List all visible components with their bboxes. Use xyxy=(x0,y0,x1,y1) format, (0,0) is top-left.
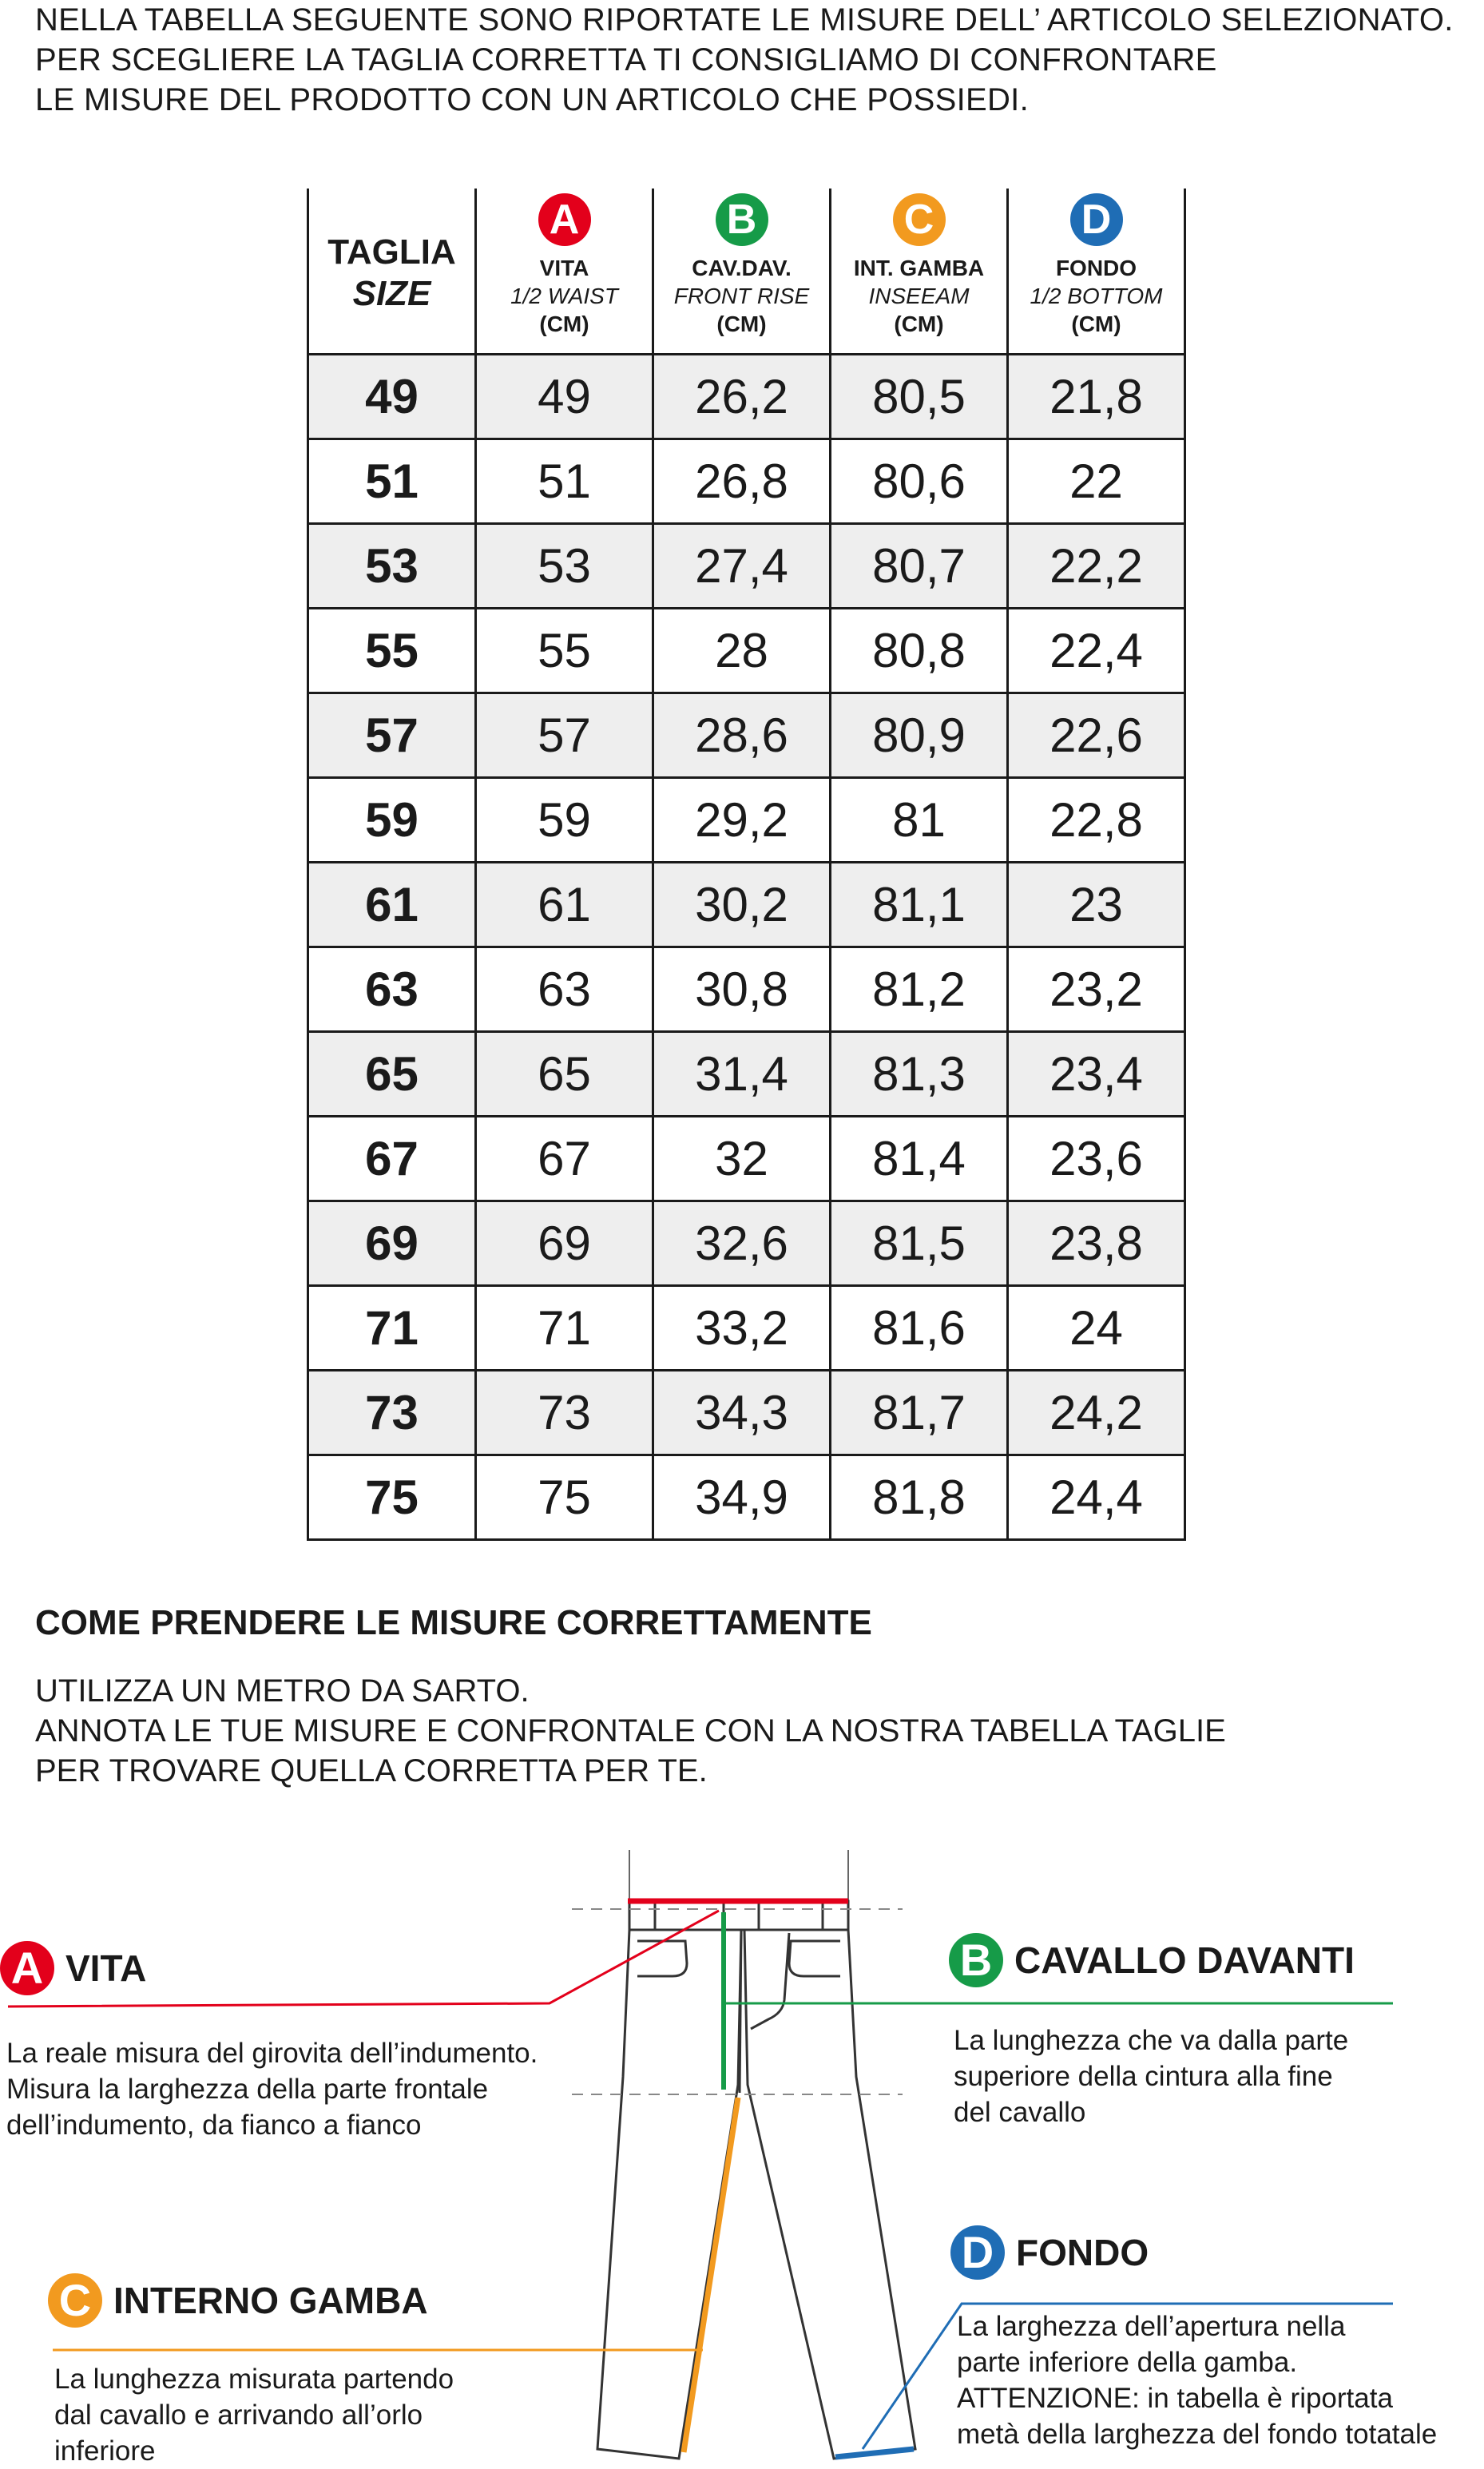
letter-badge-b: B xyxy=(949,1933,1003,1987)
measure-cell: 80,5 xyxy=(831,355,1008,439)
callout-line: parte inferiore della gamba. xyxy=(957,2347,1298,2378)
measure-cell: 57 xyxy=(476,693,653,778)
measure-cell: 73 xyxy=(476,1371,653,1455)
measure-cell: 23 xyxy=(1008,863,1185,947)
measure-cell: 81,4 xyxy=(831,1117,1008,1201)
callout-title: INTERNO GAMBA xyxy=(113,2280,428,2321)
measure-cell: 63 xyxy=(476,947,653,1032)
callout-vita xyxy=(0,1941,538,2143)
measure-cell: 81,8 xyxy=(831,1455,1008,1540)
callout-line: superiore della cintura alla fine xyxy=(954,2061,1333,2092)
measure-cell: 24 xyxy=(1008,1286,1185,1371)
measure-cell: 34,9 xyxy=(653,1455,831,1540)
instruction-line: UTILIZZA UN METRO DA SARTO. xyxy=(35,1673,530,1709)
table-row xyxy=(308,1286,1185,1371)
size-cell: 63 xyxy=(308,947,476,1032)
instruction-line: PER TROVARE QUELLA CORRETTA PER TE. xyxy=(35,1753,708,1788)
measure-cell: 23,6 xyxy=(1008,1117,1185,1201)
column-unit: (CM) xyxy=(539,312,589,336)
callout-body xyxy=(954,2022,1355,2130)
table-row xyxy=(308,524,1185,609)
table-header-row xyxy=(308,189,1185,355)
callout-line: ATTENZIONE: in tabella è riportata xyxy=(957,2383,1393,2414)
instructions xyxy=(35,1671,1226,1791)
callout-line: inferiore xyxy=(54,2435,156,2467)
measure-cell: 22,4 xyxy=(1008,609,1185,693)
measure-cell: 28 xyxy=(653,609,831,693)
measure-cell: 81,2 xyxy=(831,947,1008,1032)
measure-cell: 80,7 xyxy=(831,524,1008,609)
table-row xyxy=(308,439,1185,524)
measure-cell: 81 xyxy=(831,778,1008,863)
size-header-label: TAGLIA xyxy=(327,232,456,272)
measure-cell: 21,8 xyxy=(1008,355,1185,439)
callout-line: metà della larghezza del fondo totatale xyxy=(957,2419,1438,2450)
measure-cell: 22,2 xyxy=(1008,524,1185,609)
letter-badge-c: C xyxy=(48,2273,102,2328)
measure-cell: 26,8 xyxy=(653,439,831,524)
measure-cell: 81,1 xyxy=(831,863,1008,947)
column-unit: (CM) xyxy=(1071,312,1121,336)
measure-cell: 81,5 xyxy=(831,1201,1008,1286)
measure-cell: 29,2 xyxy=(653,778,831,863)
size-cell: 61 xyxy=(308,863,476,947)
measure-cell: 65 xyxy=(476,1032,653,1117)
callout-title: VITA xyxy=(65,1947,147,1989)
measure-cell: 27,4 xyxy=(653,524,831,609)
measure-cell: 30,2 xyxy=(653,863,831,947)
measure-cell: 53 xyxy=(476,524,653,609)
measure-cell: 31,4 xyxy=(653,1032,831,1117)
letter-badge-a: A xyxy=(0,1941,54,1995)
size-table xyxy=(307,189,1186,1541)
table-row xyxy=(308,778,1185,863)
letter-badge-d: D xyxy=(950,2225,1005,2280)
table-row xyxy=(308,609,1185,693)
measure-cell: 23,4 xyxy=(1008,1032,1185,1117)
measure-cell: 71 xyxy=(476,1286,653,1371)
measure-cell: 59 xyxy=(476,778,653,863)
size-cell: 75 xyxy=(308,1455,476,1540)
size-column-header xyxy=(308,189,476,355)
column-header-interno-gamba xyxy=(831,189,1008,355)
size-cell: 57 xyxy=(308,693,476,778)
measure-cell: 33,2 xyxy=(653,1286,831,1371)
size-cell: 59 xyxy=(308,778,476,863)
measure-cell: 80,8 xyxy=(831,609,1008,693)
size-cell: 49 xyxy=(308,355,476,439)
column-label: CAV.DAV. xyxy=(692,256,792,280)
table-row xyxy=(308,947,1185,1032)
measure-cell: 75 xyxy=(476,1455,653,1540)
measure-cell: 80,9 xyxy=(831,693,1008,778)
measure-cell: 32 xyxy=(653,1117,831,1201)
size-cell: 69 xyxy=(308,1201,476,1286)
callout-line: Misura la larghezza della parte frontale xyxy=(6,2074,489,2105)
size-header-label-en: SIZE xyxy=(352,274,431,313)
column-header-cavallo xyxy=(653,189,831,355)
letter-badge-d: D xyxy=(1070,193,1123,246)
column-label-en: 1/2 BOTTOM xyxy=(1030,284,1163,308)
measure-cell: 34,3 xyxy=(653,1371,831,1455)
callout-line: La larghezza dell’apertura nella xyxy=(957,2311,1346,2342)
callout-body xyxy=(957,2308,1437,2452)
callout-body xyxy=(6,2035,538,2143)
column-unit: (CM) xyxy=(894,312,944,336)
size-cell: 55 xyxy=(308,609,476,693)
callout-line: La lunghezza misurata partendo xyxy=(54,2364,454,2395)
table-row xyxy=(308,1371,1185,1455)
callout-line: dell’indumento, da fianco a fianco xyxy=(6,2110,422,2141)
size-cell: 65 xyxy=(308,1032,476,1117)
intro-text xyxy=(35,0,1454,120)
intro-line: NELLA TABELLA SEGUENTE SONO RIPORTATE LE MISURE DELL’ ARTICOLO SELEZIONATO. xyxy=(35,2,1454,38)
instruction-line: ANNOTA LE TUE MISURE E CONFRONTALE CON LA NOSTRA TABELLA TAGLIE xyxy=(35,1713,1226,1749)
measure-cell: 69 xyxy=(476,1201,653,1286)
measure-cell: 22,8 xyxy=(1008,778,1185,863)
column-header-vita xyxy=(476,189,653,355)
measure-cell: 23,8 xyxy=(1008,1201,1185,1286)
callout-line: La reale misura del girovita dell’indumento. xyxy=(6,2038,538,2069)
table-row xyxy=(308,1032,1185,1117)
measure-cell: 24,4 xyxy=(1008,1455,1185,1540)
measure-cell: 22,6 xyxy=(1008,693,1185,778)
section-title: COME PRENDERE LE MISURE CORRETTAMENTE xyxy=(35,1603,872,1642)
size-cell: 67 xyxy=(308,1117,476,1201)
callout-line: La lunghezza che va dalla parte xyxy=(954,2025,1349,2056)
measure-cell: 81,6 xyxy=(831,1286,1008,1371)
column-label: FONDO xyxy=(1055,256,1137,280)
table-row xyxy=(308,863,1185,947)
measure-cell: 30,8 xyxy=(653,947,831,1032)
measure-cell: 55 xyxy=(476,609,653,693)
callout-fondo xyxy=(950,2225,1437,2452)
measure-cell: 26,2 xyxy=(653,355,831,439)
callout-line: dal cavallo e arrivando all’orlo xyxy=(54,2400,423,2431)
size-cell: 71 xyxy=(308,1286,476,1371)
column-label: VITA xyxy=(539,256,589,280)
size-cell: 53 xyxy=(308,524,476,609)
column-header-fondo xyxy=(1008,189,1185,355)
table-row xyxy=(308,693,1185,778)
column-label-en: FRONT RISE xyxy=(673,284,810,308)
callout-cavallo-davanti xyxy=(949,1933,1355,2130)
size-cell: 51 xyxy=(308,439,476,524)
measure-cell: 80,6 xyxy=(831,439,1008,524)
size-cell: 73 xyxy=(308,1371,476,1455)
trousers-outline-icon xyxy=(597,1850,915,2459)
measure-cell: 61 xyxy=(476,863,653,947)
measure-cell: 32,6 xyxy=(653,1201,831,1286)
callout-title: FONDO xyxy=(1016,2232,1149,2273)
measure-cell: 22 xyxy=(1008,439,1185,524)
table-row xyxy=(308,1117,1185,1201)
size-table-body xyxy=(308,355,1185,1540)
column-label-en: 1/2 WAIST xyxy=(510,284,618,308)
callout-line: del cavallo xyxy=(954,2097,1086,2128)
measure-cell: 28,6 xyxy=(653,693,831,778)
callout-title: CAVALLO DAVANTI xyxy=(1014,1939,1355,1981)
letter-badge-b: B xyxy=(716,193,768,246)
letter-badge-a: A xyxy=(538,193,591,246)
table-row xyxy=(308,355,1185,439)
callout-body xyxy=(54,2361,454,2469)
measure-cell: 81,3 xyxy=(831,1032,1008,1117)
intro-line: LE MISURE DEL PRODOTTO CON UN ARTICOLO CHE POSSIEDI. xyxy=(35,82,1029,117)
letter-badge-c: C xyxy=(893,193,946,246)
intro-line: PER SCEGLIERE LA TAGLIA CORRETTA TI CONSIGLIAMO DI CONFRONTARE xyxy=(35,42,1217,77)
measure-cell: 51 xyxy=(476,439,653,524)
column-unit: (CM) xyxy=(716,312,767,336)
measure-cell: 67 xyxy=(476,1117,653,1201)
measure-cell: 24,2 xyxy=(1008,1371,1185,1455)
column-label: INT. GAMBA xyxy=(853,256,985,280)
table-row xyxy=(308,1455,1185,1540)
table-row xyxy=(308,1201,1185,1286)
callout-interno-gamba xyxy=(48,2273,454,2469)
column-label-en: INSEEAM xyxy=(868,284,970,308)
measure-cell: 81,7 xyxy=(831,1371,1008,1455)
measure-cell: 23,2 xyxy=(1008,947,1185,1032)
measure-cell: 49 xyxy=(476,355,653,439)
